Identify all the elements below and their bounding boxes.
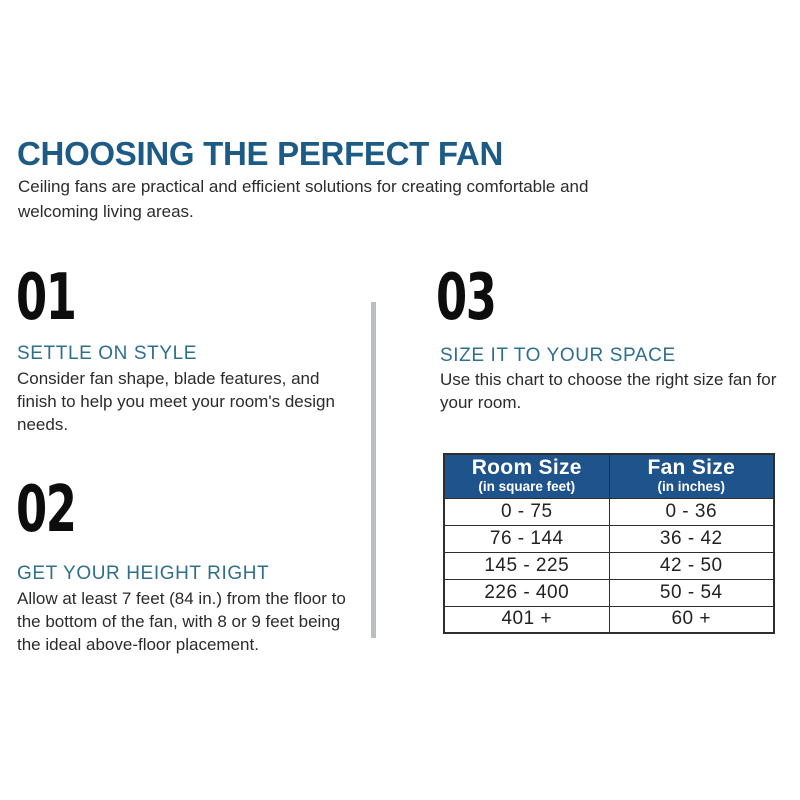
fan-size-cell: 36 - 42 — [609, 525, 774, 552]
table-header-room-size — [444, 454, 609, 498]
table-header-row — [444, 454, 774, 498]
room-size-sublabel: (in square feet) — [478, 479, 576, 495]
step-03-body: Use this chart to choose the right size fan for your room. — [440, 370, 777, 412]
step-02-number: 02 — [16, 473, 76, 547]
step-02-heading: GET YOUR HEIGHT RIGHT — [17, 563, 270, 584]
fan-size-cell: 0 - 36 — [609, 498, 774, 525]
room-size-cell: 226 - 400 — [444, 579, 609, 606]
step-03-number: 03 — [436, 261, 496, 335]
fan-size-table — [443, 453, 775, 634]
fan-size-table-body — [444, 498, 774, 633]
room-size-cell: 145 - 225 — [444, 552, 609, 579]
step-01-number: 01 — [16, 261, 76, 335]
fan-size-table-header — [444, 454, 774, 498]
step-01-heading: SETTLE ON STYLE — [17, 343, 198, 364]
table-row — [444, 498, 774, 525]
table-row — [444, 525, 774, 552]
table-row — [444, 552, 774, 579]
table-header-fan-size — [609, 454, 774, 498]
page-title: CHOOSING THE PERFECT FAN — [17, 135, 503, 172]
step-02-body: Allow at least 7 feet (84 in.) from the floor to the bottom of the fan, with 8 or 9 feet being the ideal above-floor placement. — [17, 589, 346, 654]
room-size-cell: 0 - 75 — [444, 498, 609, 525]
fan-size-label: Fan Size — [647, 456, 736, 480]
page-subtitle: Ceiling fans are practical and efficient solutions for creating comfortable and welcoming living areas. — [18, 177, 589, 221]
fan-size-sublabel: (in inches) — [657, 479, 725, 495]
room-size-cell: 76 - 144 — [444, 525, 609, 552]
step-03-heading: SIZE IT TO YOUR SPACE — [440, 345, 676, 366]
table-row — [444, 606, 774, 633]
step-01-body: Consider fan shape, blade features, and finish to help you meet your room's design needs. — [17, 369, 335, 434]
table-row — [444, 579, 774, 606]
room-size-cell: 401 + — [444, 606, 609, 633]
fan-size-cell: 42 - 50 — [609, 552, 774, 579]
room-size-label: Room Size — [471, 456, 582, 480]
fan-size-cell: 60 + — [609, 606, 774, 633]
vertical-divider — [371, 302, 376, 638]
fan-size-cell: 50 - 54 — [609, 579, 774, 606]
